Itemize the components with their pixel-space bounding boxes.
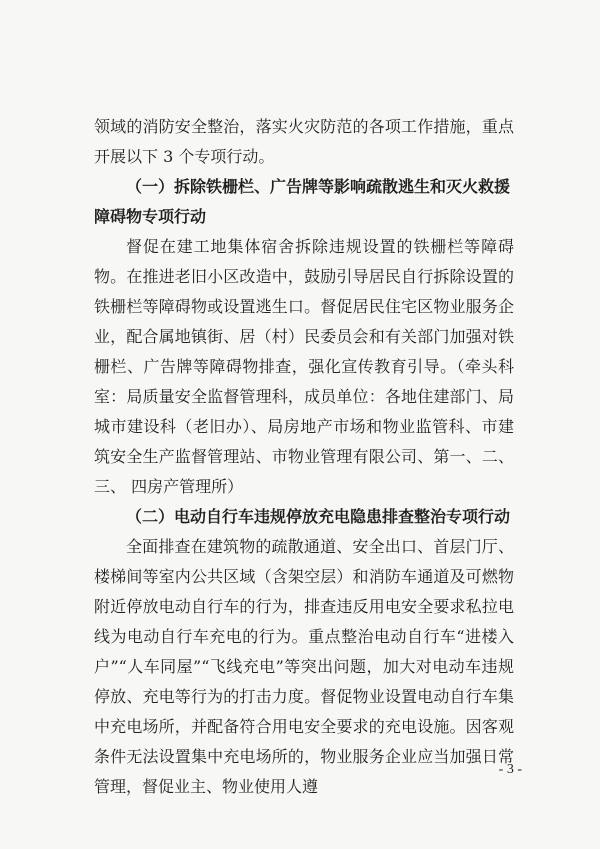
document-body [94, 112, 514, 802]
paragraph-continuation: 领域的消防安全整治，落实火灾防范的各项工作措施，重点开展以下 3 个专项行动。 [94, 117, 514, 166]
section-1-body: 督促在建工地集体宿舍拆除违规设置的铁栅栏等障碍物。在推进老旧小区改造中，鼓励引导居民自行拆除设置的铁栅栏等障碍物或设置逃生口。督促居民住宅区物业服务企业，配合属地镇街、居（村）民委员会和有关部门加强对铁栅栏、广告牌等障碍物排查，强化宣传教育引导。（牵头科室：局质量安全监督管理科，成员单位：各地住建部门、局城市建设科（老旧办）、局房地产市场和物业监管科、市建筑安全生产监督管理站、市物业管理有限公司、第一、二、三、 四房产管理所） [94, 237, 514, 496]
page-number: - 3 - [498, 762, 522, 777]
section-1-heading: （一）拆除铁栅栏、广告牌等影响疏散逃生和灭火救援障碍物专项行动 [94, 177, 511, 226]
section-2-heading: （二）电动自行车违规停放充电隐患排查整治专项行动 [126, 507, 511, 526]
section-2-body: 全面排查在建筑物的疏散通道、安全出口、首层门厅、楼梯间等室内公共区域（含架空层）和消防车通道及可燃物附近停放电动自行车的行为，排查违反用电安全要求私拉电线为电动自行车充电的行为。重点整治电动自行车“进楼入户”“人车同屋”“飞线充电”等突出问题，加大对电动车违规停放、充电等行为的打击力度。督促物业设置电动自行车集中充电场所，并配备符合用电安全要求的充电设施。因客观条件无法设置集中充电场所的，物业服务企业应当加强日常管理，督促业主、物业使用人遵 [94, 537, 514, 796]
